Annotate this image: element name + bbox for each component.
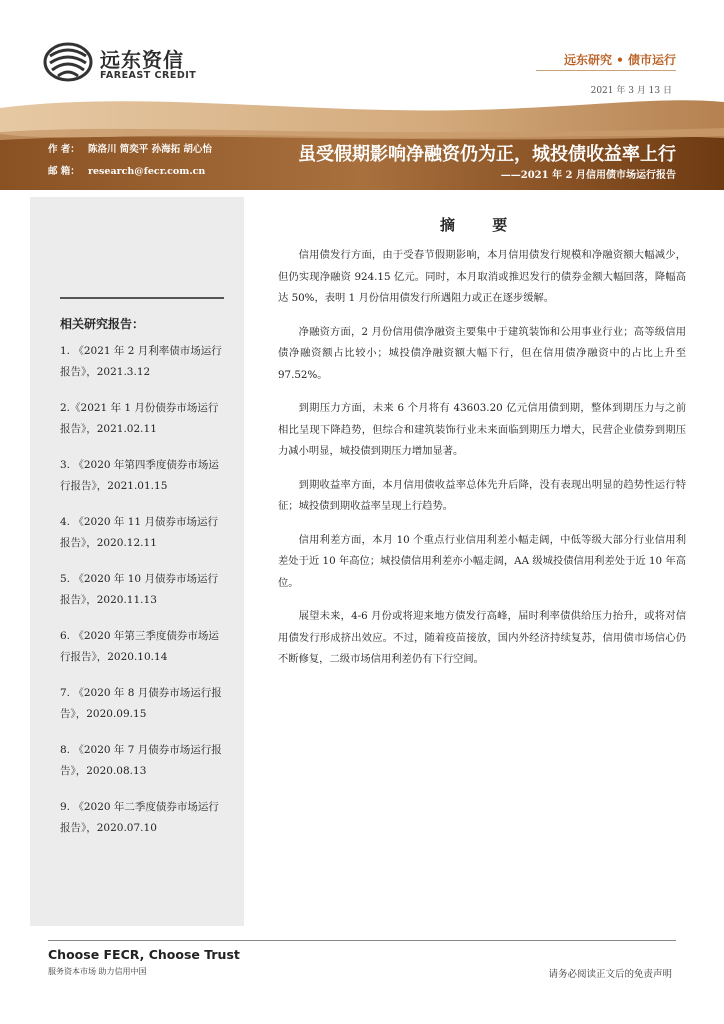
related-report-item[interactable]: 9. 《2020 年二季度债券市场运行报告》，2020.07.10 [60,801,219,834]
abstract-paragraph: 到期压力方面，未来 6 个月将有 43603.20 亿元信用债到期，整体到期压力与之前相比呈现下降趋势，但综合和建筑装饰行业未来面临到期压力增大，民营企业债券到期压力减小明显，城投债到期压力增加显著。 [278,402,686,457]
related-report-item[interactable]: 7. 《2020 年 8 月债券市场运行报告》，2020.09.15 [60,687,222,720]
fareast-credit-logo-icon [42,40,94,84]
abstract-paragraph: 到期收益率方面，本月信用债收益率总体先升后降，没有表现出明显的趋势性运行特征；城投债到期收益率呈现上行趋势。 [278,478,686,512]
related-report-item[interactable]: 4. 《2020 年 11 月债券市场运行报告》，2020.12.11 [60,516,218,549]
report-date: 2021 年 3 月 13 日 [590,86,672,96]
related-report-item[interactable]: 5. 《2020 年 10 月债券市场运行报告》，2020.11.13 [60,573,218,606]
email-line [48,163,205,177]
author-line [48,141,212,155]
footer-disclaimer[interactable]: 请务必阅读正文后的免责声明 [548,969,672,980]
related-report-item[interactable]: 1. 《2021 年 2 月利率债市场运行报告》，2021.3.12 [60,345,222,378]
brand-name-en: FAREAST CREDIT [100,70,197,81]
abstract-paragraph: 展望未来，4-6 月份或将迎来地方债发行高峰，届时利率债供给压力抬升，或将对信用债发行形成挤出效应。不过，随着疫苗接放，国内外经济持续复苏，信用债市场信心仍不断修复，二级市场信用利差仍有下行空间。 [278,610,686,665]
email-address[interactable]: research@fecr.com.cn [88,166,206,177]
footer-slogan: Choose FECR, Choose Trust [48,947,240,962]
abstract-paragraph: 信用利差方面，本月 10 个重点行业信用利差小幅走阔，中低等级大部分行业信用利差处于近 10 年高位；城投债信用利差亦小幅走阔，AA 级城投债信用利差处于近 10 年高位。 [278,533,686,589]
abstract-paragraph: 信用债发行方面，由于受春节假期影响，本月信用债发行规模和净融资额大幅减少，但仍实现净融资 924.15 亿元。同时，本月取消或推迟发行的债券金额大幅回落，降幅高达 50%，表明 1 月份信用债发行所遇阻力或正在逐步缓解。 [278,249,686,304]
abstract-body [278,245,686,683]
related-report-item[interactable]: 2.《2021 年 1 月份债券市场运行报告》，2021.02.11 [60,402,219,435]
related-reports-sidebar [30,197,244,926]
brand-name-cn: 远东资信 [100,48,184,72]
related-reports-title: 相关研究报告： [60,317,145,331]
related-reports-list [60,341,225,854]
authors: 陈洛川 简奕平 孙海拓 胡心怡 [88,144,212,155]
report-subtitle: ——2021 年 2 月信用债市场运行报告 [500,170,676,181]
related-report-item[interactable]: 3. 《2020 年第四季度债券市场运行报告》，2021.01.15 [60,459,219,492]
abstract-paragraph: 净融资方面，2 月份信用债净融资主要集中于建筑装饰和公用事业行业；高等级信用债净融资额占比较小；城投债净融资额大幅下行，但在信用债净融资中的占比上升至 97.52%。 [278,325,686,381]
header-divider [536,70,676,71]
sidebar-divider [60,297,224,299]
email-label: 邮 箱： [48,166,80,177]
related-report-item[interactable]: 6. 《2020 年第三季度债券市场运行报告》，2020.10.14 [60,630,219,663]
footer-tagline: 服务资本市场 助力信用中国 [48,967,147,976]
section-tag: 远东研究 • 债市运行 [563,53,676,67]
author-label: 作 者： [48,144,80,155]
footer-divider [48,940,676,941]
abstract-title: 摘 要 [440,216,524,234]
report-title: 虽受假期影响净融资仍为正，城投债收益率上行 [298,144,676,165]
related-report-item[interactable]: 8. 《2020 年 7 月债券市场运行报告》，2020.08.13 [60,744,222,777]
